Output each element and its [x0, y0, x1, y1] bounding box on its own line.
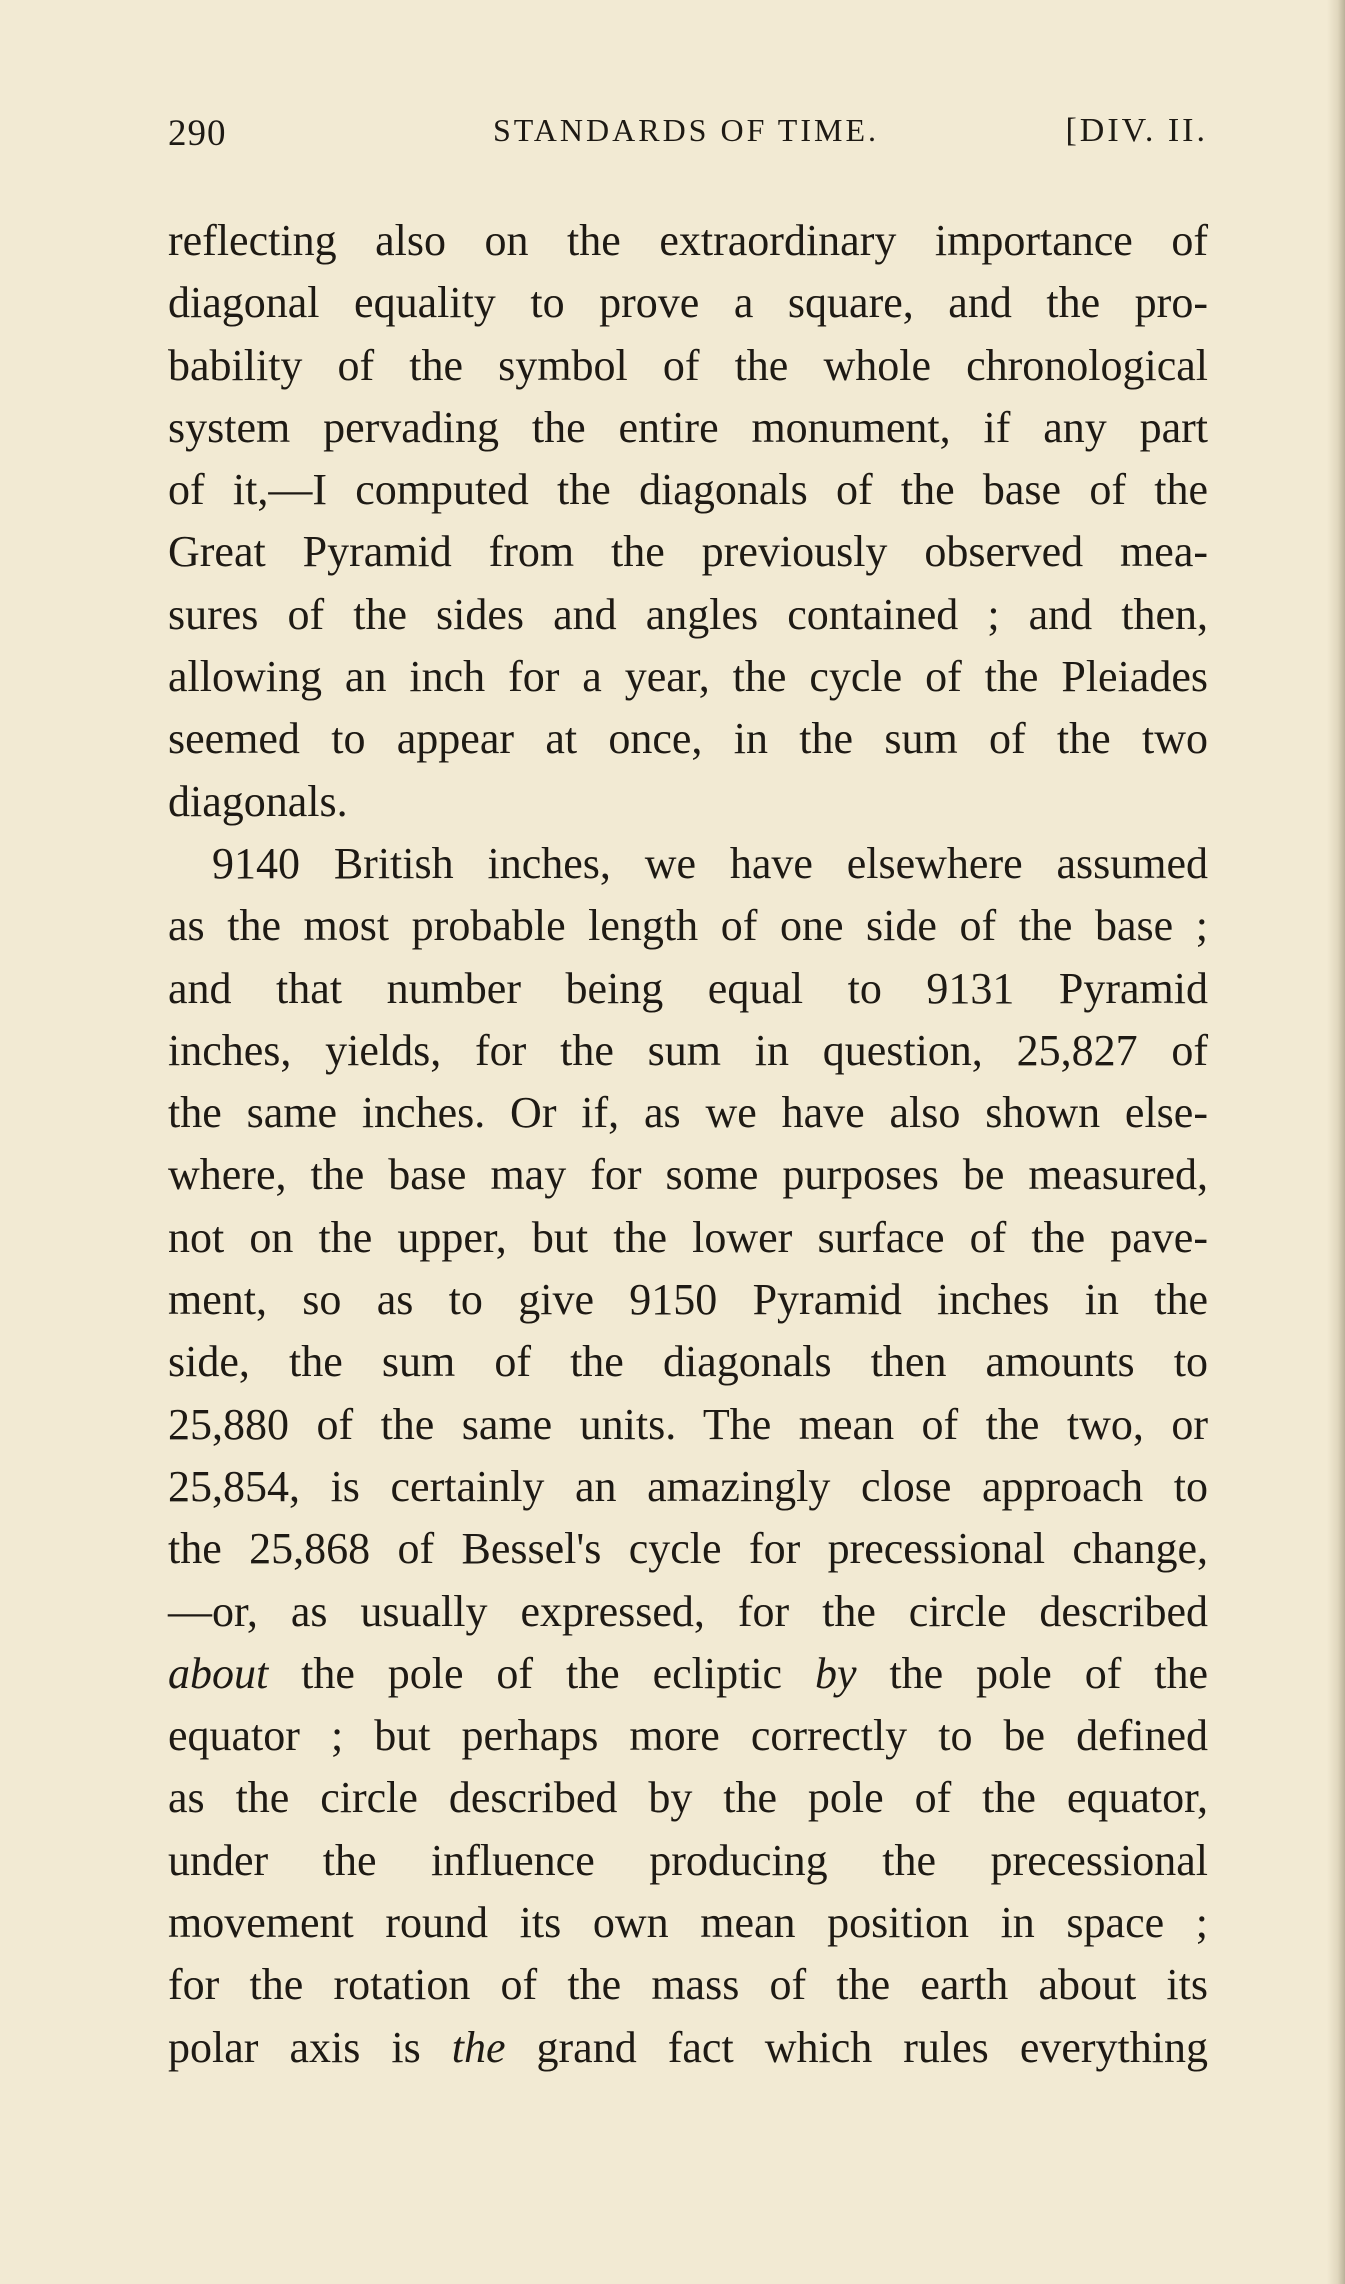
text-line: sures of the sides and angles contained ; and then,	[168, 589, 1208, 639]
page-edge-shadow	[1327, 0, 1345, 2284]
text-line: —or, as usually expressed, for the circle described	[168, 1586, 1208, 1636]
text-line: 9140 British inches, we have elsewhere assumed	[212, 838, 1208, 888]
text-line: ment, so as to give 9150 Pyramid inches in the	[168, 1275, 1208, 1325]
text-line: the same inches. Or if, as we have also shown else-	[168, 1088, 1208, 1138]
text-line: seemed to appear at once, in the sum of the two	[168, 714, 1208, 764]
running-head	[168, 112, 1208, 162]
text-line: diagonal equality to prove a square, and the pro-	[168, 278, 1208, 328]
page-number: 290	[168, 113, 227, 154]
text-line: Great Pyramid from the previously observed mea-	[168, 527, 1208, 577]
text-line: of it,—I computed the diagonals of the base of the	[168, 465, 1208, 515]
text-line: where, the base may for some purposes be measured,	[168, 1150, 1208, 1200]
text-line: as the circle described by the pole of the equator,	[168, 1773, 1208, 1823]
division-label: [DIV. II.	[1065, 112, 1208, 149]
text-line: as the most probable length of one side of the base ;	[168, 901, 1208, 951]
text-line: under the influence producing the precessional	[168, 1835, 1208, 1885]
text-line: equator ; but perhaps more correctly to be defined	[168, 1711, 1208, 1761]
chapter-title: STANDARDS OF TIME.	[493, 112, 879, 148]
text-line: about the pole of the ecliptic by the pole of the	[168, 1648, 1208, 1698]
text-line: 25,854, is certainly an amazingly close approach to	[168, 1461, 1208, 1511]
text-line: reflecting also on the extraordinary importance of	[168, 216, 1208, 265]
text-line: 25,880 of the same units. The mean of the two, or	[168, 1399, 1208, 1449]
text-line: side, the sum of the diagonals then amounts to	[168, 1337, 1208, 1387]
text-line: not on the upper, but the lower surface of the pave-	[168, 1212, 1208, 1262]
text-line: for the rotation of the mass of the earth about its	[168, 1960, 1208, 2010]
text-line: movement round its own mean position in space ;	[168, 1898, 1208, 1948]
text-line: bability of the symbol of the whole chronological	[168, 340, 1208, 390]
text-line: allowing an inch for a year, the cycle of the Pleiades	[168, 652, 1208, 702]
text-line: diagonals.	[168, 776, 348, 826]
text-line: polar axis is the grand fact which rules everything	[168, 2022, 1208, 2072]
text-line: system pervading the entire monument, if any part	[168, 402, 1208, 452]
body-text	[168, 210, 1208, 2079]
text-line: inches, yields, for the sum in question, 25,827 of	[168, 1025, 1208, 1075]
text-line: and that number being equal to 9131 Pyramid	[168, 963, 1208, 1013]
text-line: the 25,868 of Bessel's cycle for precessional change,	[168, 1524, 1208, 1574]
